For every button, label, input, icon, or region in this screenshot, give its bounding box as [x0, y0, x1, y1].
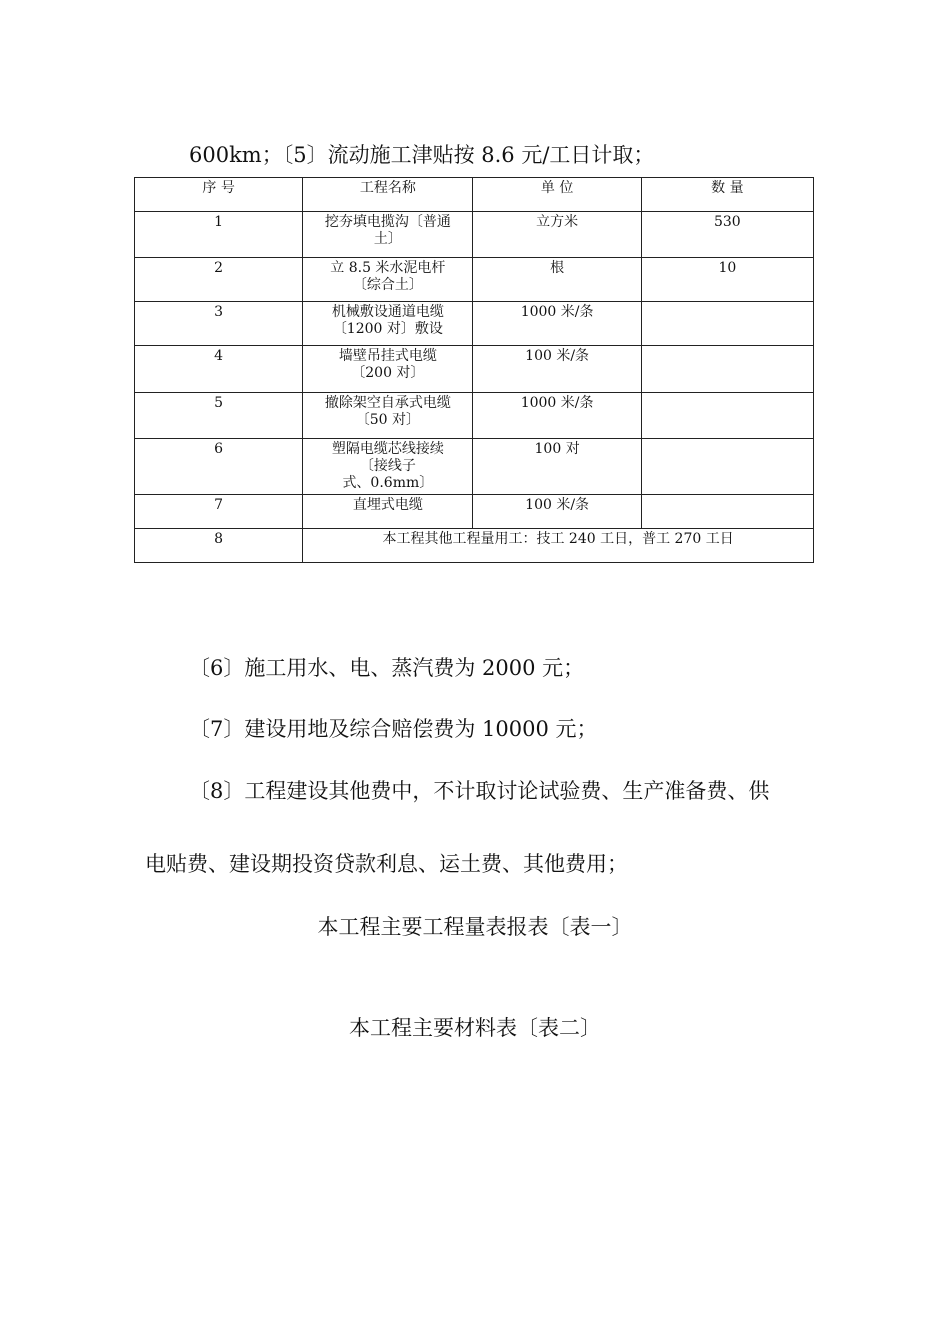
name-line: 〔200 对〕	[351, 365, 425, 381]
caption-table-1: 本工程主要工程量表报表〔表一〕	[317, 915, 633, 939]
row-unit: 立方米	[473, 212, 641, 258]
row-name	[303, 439, 473, 495]
paragraph-8-line-2: 电贴费、建设期投资贷款利息、运土费、其他费用；	[145, 852, 628, 876]
name-line: 〔50 对〕	[355, 412, 420, 428]
row-qty	[641, 495, 813, 529]
intro-line: 600km；〔5〕流动施工津贴按 8.6 元/工日计取；	[189, 143, 655, 167]
name-line: 撤除架空自承式电缆	[324, 395, 451, 411]
name-line: 墙壁吊挂式电缆	[338, 348, 437, 364]
name-line: 机械敷设通道电缆	[331, 304, 444, 320]
header-qty: 数 量	[641, 178, 813, 212]
name-line: 立 8.5 米水泥电杆	[330, 260, 446, 276]
name-line: 土〕	[373, 231, 402, 247]
name-line: 〔综合土〕	[352, 277, 423, 293]
header-unit: 单 位	[473, 178, 641, 212]
table-row	[135, 495, 814, 529]
quantity-table	[134, 177, 814, 563]
table-row	[135, 212, 814, 258]
row-unit: 100 米/条	[473, 495, 641, 529]
row-qty: 10	[641, 258, 813, 302]
row-qty	[641, 439, 813, 495]
row-name	[303, 258, 473, 302]
row-qty	[641, 346, 813, 393]
row-no: 8	[135, 529, 303, 563]
row-qty	[641, 393, 813, 439]
row-unit: 1000 米/条	[473, 393, 641, 439]
row-name	[303, 212, 473, 258]
row-unit: 1000 米/条	[473, 302, 641, 346]
table-row	[135, 302, 814, 346]
paragraph-7: 〔7〕建设用地及综合赔偿费为 10000 元；	[189, 717, 598, 741]
row-no: 5	[135, 393, 303, 439]
row-no: 6	[135, 439, 303, 495]
name-line: 挖夯填电揽沟〔普通	[324, 214, 451, 230]
row-name	[303, 346, 473, 393]
paragraph-6: 〔6〕施工用水、电、蒸汽费为 2000 元；	[189, 656, 585, 680]
name-line: 〔1200 对〕敷设	[332, 321, 443, 337]
paragraph-8-line-1: 〔8〕工程建设其他费中，不计取讨论试验费、生产准备费、供	[189, 779, 770, 803]
row-no: 7	[135, 495, 303, 529]
row-unit: 根	[473, 258, 641, 302]
row-name: 直埋式电缆	[303, 495, 473, 529]
table-row	[135, 393, 814, 439]
row-unit: 100 米/条	[473, 346, 641, 393]
row-name	[303, 393, 473, 439]
table-row	[135, 346, 814, 393]
row-name	[303, 302, 473, 346]
header-name: 工程名称	[303, 178, 473, 212]
row-no: 1	[135, 212, 303, 258]
name-line: 式、0.6mm〕	[342, 475, 434, 491]
name-line: 塑隔电缆芯线接续	[331, 441, 444, 457]
caption-table-2: 本工程主要材料表〔表二〕	[349, 1016, 601, 1040]
summary-text: 本工程其他工程量用工：技工 240 工日，普工 270 工日	[303, 529, 814, 563]
table-row	[135, 439, 814, 495]
table-row	[135, 258, 814, 302]
row-unit: 100 对	[473, 439, 641, 495]
row-no: 3	[135, 302, 303, 346]
row-no: 2	[135, 258, 303, 302]
table-row-summary	[135, 529, 814, 563]
row-no: 4	[135, 346, 303, 393]
table-header-row	[135, 178, 814, 212]
name-line: 〔接线子	[359, 458, 416, 474]
row-qty	[641, 302, 813, 346]
header-no: 序 号	[135, 178, 303, 212]
row-qty: 530	[641, 212, 813, 258]
